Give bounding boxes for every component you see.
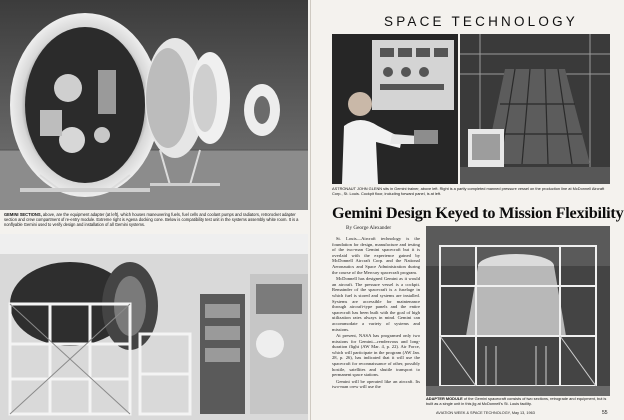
body-paragraph: St. Louis—Aircraft technology is the foundation for design, manufacture and testing of the two-man Gemini spacecraft but it is overlaid with the experience gained by McDonnell Aircraft Corp. and the National Aeronautics and Space Administration during the course of the Mercury spacecraft program.	[332, 236, 420, 275]
body-paragraph: McDonnell has designed Gemini as it would an aircraft. The pressure vessel is a cockpit. Remainder of the spacecraft is a fuselage in which fuel is stored and systems are installed. Systems are accessible for maintenance through aircraft-type panels and the entire spacecraft has been built with the goal of high utilization rates always in mind. Gemini can accommodate a variety of systems and missions.	[332, 276, 420, 332]
caption-text: of the Gemini spacecraft consists of two sections, retrograde and equipment, but is built as a single unit in this jig at McDonnell's St. Louis facility.	[426, 396, 607, 406]
body-paragraph: At present, NASA has programed only two missions for Gemini—rendezvous and long-duration flight (AW Mar. 4, p. 22). Air Force, which will participate in the program (AW Jan. 28, p. 26), has indicated that it will use the spacecraft for reconnaissance of other, possibly hostile, satellites and shuttle transport to permanent space stations.	[332, 333, 420, 378]
caption-gemini-sections	[4, 212, 306, 228]
caption-adapter-module	[426, 397, 612, 407]
page-number: 55	[602, 410, 608, 416]
page-gutter	[310, 0, 311, 420]
caption-lead: GEMINI SECTIONS,	[4, 212, 42, 217]
caption-lead: ADAPTER MODULE	[426, 396, 463, 401]
section-head: SPACE TECHNOLOGY	[384, 14, 578, 29]
page-footer: AVIATION WEEK & SPACE TECHNOLOGY, May 13, 1963	[436, 411, 535, 415]
article-byline: By George Alexander	[346, 225, 392, 231]
article-headline: Gemini Design Keyed to Mission Flexibility	[332, 204, 624, 222]
caption-astronaut-production: ASTRONAUT JOHN GLENN sits in Gemini trainer, above left. Right is a partly completed manned pressure vessel on the production line at McDonnell Aircraft Corp., St. Louis. Cockpit floor, including forward panel, is at left.	[332, 186, 605, 196]
caption-text: above, are the equipment adapter (at left), which houses maneuvering fuels, fuel cells and coolant pumps and radiators, retrorocket adapter section and crew compartment of re-entry module. Extreme right is Agena docking cone. Below is compatibility test unit in the systems assembly white room. It is a nonflyable Gemini used to verify design and installation of all Gemini systems.	[4, 212, 299, 228]
body-paragraph: Gemini will be operated like an aircraft. Its two-man crew will use the	[332, 378, 420, 390]
photo-pressure-vessel-production	[460, 34, 610, 184]
photo-compatibility-test-unit	[0, 234, 308, 420]
photo-adapter-module-jig	[426, 226, 610, 396]
photo-astronaut-trainer	[332, 34, 458, 184]
article-body	[332, 236, 420, 391]
photo-gemini-sections	[0, 0, 308, 210]
